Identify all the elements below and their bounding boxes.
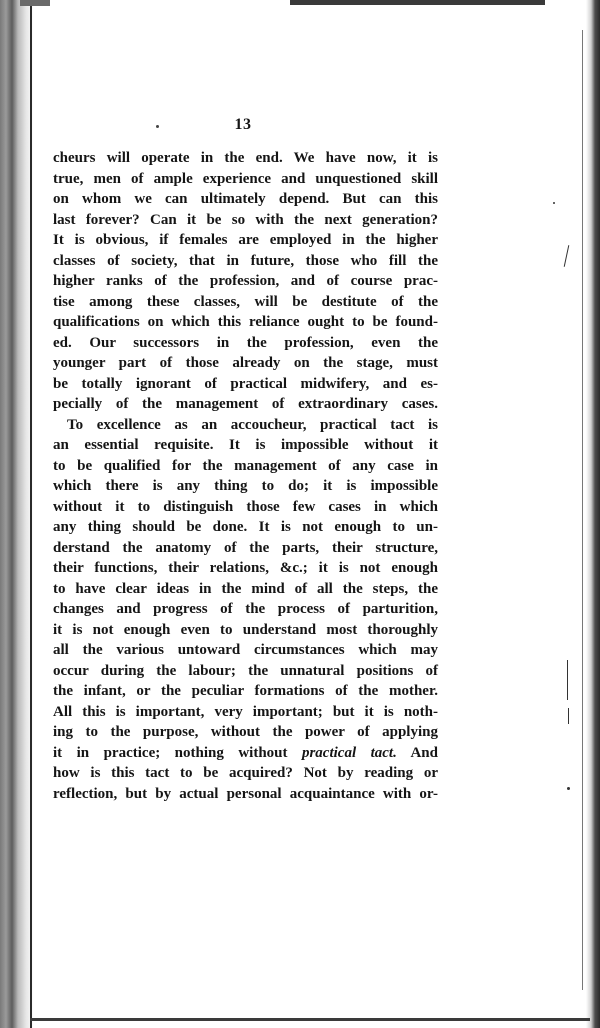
text-line: last forever? Can it be so with the next generation? — [53, 211, 438, 228]
text-line: the infant, or the peculiar formations of the mother. — [53, 683, 438, 699]
text-line: ed. Our successors in the profession, even the — [53, 334, 438, 351]
text-line: all the various untoward circumstances which may — [53, 642, 438, 658]
scan-right-edge — [586, 0, 600, 1028]
page-number: 13 — [234, 116, 252, 133]
text-line: their functions, their relations, &c.; it is not enough — [53, 560, 438, 576]
text-line: to have clear ideas in the mind of all the steps, the — [53, 580, 438, 597]
text-line: younger part of those already on the stage, must — [53, 355, 438, 371]
scan-right-line — [582, 30, 583, 990]
text-line: true, men of ample experience and unquestioned skill — [53, 170, 438, 187]
text-line: ing to the purpose, without the power of applying — [53, 724, 438, 740]
margin-mark — [567, 787, 570, 790]
text-line — [53, 743, 438, 764]
margin-mark — [553, 202, 555, 204]
text-line: an essential requisite. It is impossible without it — [53, 437, 438, 453]
text-line: to be qualified for the management of any case in — [53, 457, 438, 474]
text-line: cheurs will operate in the end. We have now, it is — [53, 150, 438, 166]
text-line: be totally ignorant of practical midwifery, and es- — [53, 375, 438, 392]
text-line: occur during the labour; the unnatural positions of — [53, 662, 438, 679]
text-line: without it to distinguish those few cases in which — [53, 498, 438, 515]
scan-top-left-mark — [20, 0, 50, 6]
scan-bottom-edge — [30, 1018, 590, 1021]
scan-binding-line — [30, 0, 32, 1028]
margin-mark — [564, 245, 570, 267]
margin-mark — [567, 660, 568, 700]
text-line: how is this tact to be acquired? Not by reading or — [53, 765, 438, 781]
text-line: any thing should be done. It is not enough to un- — [53, 519, 438, 535]
text-line: higher ranks of the profession, and of course prac- — [53, 273, 438, 289]
emphasized-phrase: practical tact. — [301, 744, 397, 761]
text-line: changes and progress of the process of parturition, — [53, 601, 438, 617]
text-line: which there is any thing to do; it is impossible — [53, 478, 438, 494]
text-line-part: And — [396, 744, 438, 761]
margin-mark — [568, 708, 569, 724]
text-line: it is not enough even to understand most thoroughly — [53, 621, 438, 638]
text-line-part: it in practice; nothing without — [53, 744, 302, 761]
text-line: To excellence as an accoucheur, practical tact is — [67, 416, 438, 433]
text-line: All this is important, very important; but it is noth- — [53, 703, 438, 720]
text-line: tise among these classes, will be destitute of the — [53, 293, 438, 310]
text-line: reflection, but by actual personal acquaintance with or- — [53, 785, 438, 802]
text-line: on whom we can ultimately depend. But can this — [53, 191, 438, 207]
scan-left-edge — [0, 0, 34, 1028]
text-line: pecially of the management of extraordinary cases. — [53, 396, 438, 412]
text-line: It is obvious, if females are employed in the higher — [53, 232, 438, 248]
page-text-body — [53, 148, 438, 804]
scan-top-edge — [290, 0, 545, 5]
text-line: classes of society, that in future, those who fill the — [53, 252, 438, 269]
text-line: derstand the anatomy of the parts, their structure, — [53, 539, 438, 556]
text-line: qualifications on which this reliance ought to be found- — [53, 314, 438, 330]
